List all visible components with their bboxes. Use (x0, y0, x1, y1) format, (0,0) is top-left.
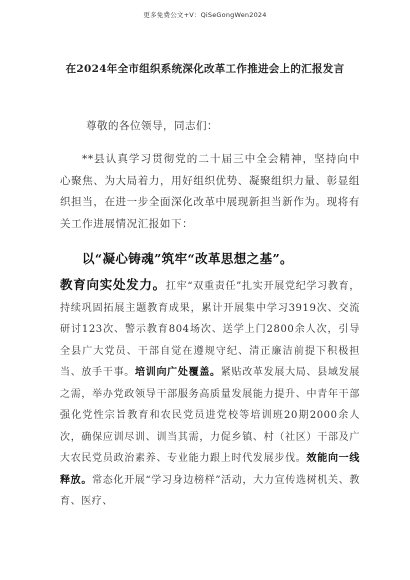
bold-phrase-c: 效能向一线释放。 (60, 453, 360, 486)
body-text-c: 常态化开展“学习身边榜样”活动，大力宣传选树机关、教育、医疗、 (60, 474, 360, 507)
header-note: 更多免费公文+V：QiSeGongWen2024 (143, 11, 267, 19)
intro-paragraph: **县认真学习贯彻党的二十届三中全会精神，坚持向中心聚焦、为大局着力，用好组织优势、凝聚组织力量、彰显组织担当，在进一步全面深化改革中展现新担当新作为。现将有关工作进展情况汇报如下： (60, 153, 360, 230)
body-text-b: 紧贴改革发展大局、县域发展之需，举办党政领导干部服务高质量发展能力提升、中青年干部强化党性宗旨教育和农民党员进党校等培训班20期2000余人次，确保应训尽训、训当其需，力促乡镇、村（社区）干部及广大农民党员政治素养、专业能力跟上时代发展步伐。 (60, 367, 360, 464)
body-text-a: 扛牢“双重责任”扎实开展党纪学习教育，持续巩固拓展主题教育成果，累计开展集中学习3919次、交流研讨123次、警示教育804场次、送学上门2800余人次，引导全县广大党员、干部自觉在遵规守纪、清正廉洁前提下积极担当、放手干事。 (60, 281, 360, 378)
bold-phrase-b: 培训向广处覆盖。 (135, 367, 221, 378)
section-body (60, 274, 360, 513)
section-heading: 以“凝心铸魂”筑牢“改革思想之基”。 (82, 251, 293, 266)
lead-bold-phrase: 教育向实处发力。 (60, 277, 166, 292)
salutation: 尊敬的各位领导，同志们： (86, 120, 218, 132)
document-title: 在2024年全市组织系统深化改革工作推进会上的汇报发言 (65, 63, 345, 75)
